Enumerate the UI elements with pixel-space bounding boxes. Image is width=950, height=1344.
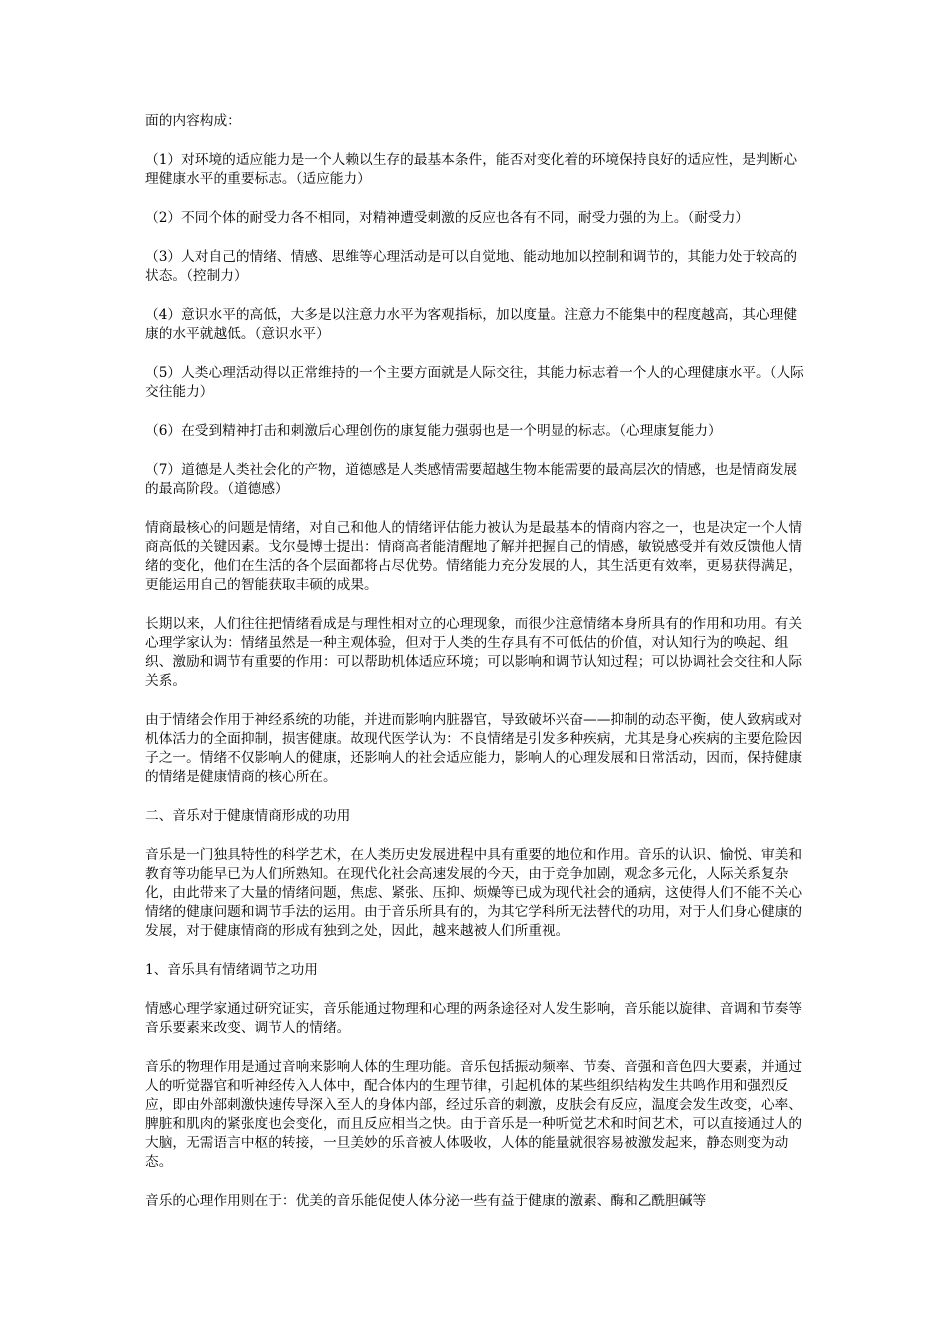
document-page xyxy=(145,112,805,1211)
paragraph-item-1: （1）对环境的适应能力是一个人赖以生存的最基本条件，能否对变化着的环境保持良好的适应性，是判断心理健康水平的重要标志。（适应能力） xyxy=(145,152,798,187)
paragraph-emotion-function: 长期以来，人们往往把情绪看成是与理性相对立的心理现象，而很少注意情绪本身所具有的作用和功用。有关心理学家认为：情绪虽然是一种主观体验，但对于人类的生存具有不可低估的价值，对认知行为的唤起、组织、激励和调节有重要的作用：可以帮助机体适应环境；可以影响和调节认知过程；可以协调社会交往和人际关系。 xyxy=(145,616,803,689)
paragraph-music-physical: 音乐的物理作用是通过音响来影响人体的生理功能。音乐包括振动频率、节奏、音强和音色四大要素，并通过人的听觉器官和听神经传入人体中，配合体内的生理节律，引起机体的某些组织结构发生共鸣作用和强烈反应，即由外部刺激快速传导深入至人的身体内部，经过乐音的刺激，皮肤会有反应，温度会发生改变，心率、脾脏和肌肉的紧张度也会变化，而且反应相当之快。由于音乐是一种听觉艺术和时间艺术，可以直接通过人的大脑，无需语言中枢的转接，一旦美妙的乐音被人体吸收，人体的能量就很容易被激发起来，静态则变为动态。 xyxy=(145,1059,803,1170)
paragraph-item-7: （7）道德是人类社会化的产物，道德感是人类感情需要超越生物本能需要的最高层次的情感，也是情商发展的最高阶段。（道德感） xyxy=(145,462,798,497)
paragraph-music-psychological: 音乐的心理作用则在于：优美的音乐能促使人体分泌一些有益于健康的激素、酶和乙酰胆碱等 xyxy=(145,1193,707,1209)
paragraph-music-intro: 音乐是一门独具特性的科学艺术，在人类历史发展进程中具有重要的地位和作用。音乐的认识、愉悦、审美和教育等功能早已为人们所熟知。在现代化社会高速发展的今天，由于竞争加剧，观念多元化，人际关系复杂化，由此带来了大量的情绪问题，焦虑、紧张、压抑、烦燥等已成为现代社会的通病，这使得人们不能不关心情绪的健康问题和调节手法的运用。由于音乐所具有的，为其它学科所无法替代的功用，对于人们身心健康的发展，对于健康情商的形成有独到之处，因此，越来越被人们所重视。 xyxy=(145,847,803,939)
paragraph-item-3: （3）人对自己的情绪、情感、思维等心理活动是可以自觉地、能动地加以控制和调节的，其能力处于较高的状态。（控制力） xyxy=(145,249,798,284)
paragraph-emotion-core: 情商最核心的问题是情绪，对自己和他人的情绪评估能力被认为是最基本的情商内容之一，也是决定一个人情商高低的关键因素。戈尔曼博士提出：情商高者能清醒地了解并把握自己的情感，敏锐感受并有效反馈他人情绪的变化，他们在生活的各个层面都将占尽优势。情绪能力充分发展的人，其生活更有效率，更易获得满足，更能运用自己的智能获取丰硕的成果。 xyxy=(145,520,803,593)
subsection-heading-emotion-regulation: 1、音乐具有情绪调节之功用 xyxy=(145,962,318,978)
paragraph-emotion-health: 由于情绪会作用于神经系统的功能，并进而影响内脏器官，导致破坏兴奋——抑制的动态平衡，使人致病或对机体活力的全面抑制，损害健康。故现代医学认为：不良情绪是引发多种疾病，尤其是身心疾病的主要危险因子之一。情绪不仅影响人的健康，还影响人的社会适应能力，影响人的心理发展和日常活动，因而，保持健康的情绪是健康情商的核心所在。 xyxy=(145,712,803,785)
paragraph-music-pathways: 情感心理学家通过研究证实，音乐能通过物理和心理的两条途径对人发生影响，音乐能以旋律、音调和节奏等音乐要素来改变、调节人的情绪。 xyxy=(145,1001,803,1036)
paragraph-item-5: （5）人类心理活动得以正常维持的一个主要方面就是人际交往，其能力标志着一个人的心理健康水平。（人际交往能力） xyxy=(145,365,804,400)
paragraph-item-4: （4）意识水平的高低，大多是以注意力水平为客观指标，加以度量。注意力不能集中的程度越高，其心理健康的水平就越低。（意识水平） xyxy=(145,307,798,342)
paragraph-item-6: （6）在受到精神打击和刺激后心理创伤的康复能力强弱也是一个明显的标志。（心理康复能力） xyxy=(145,423,722,439)
paragraph-item-2: （2）不同个体的耐受力各不相同，对精神遭受刺激的反应也各有不同，耐受力强的为上。（耐受力） xyxy=(145,210,750,226)
section-heading-music: 二、音乐对于健康情商形成的功用 xyxy=(145,808,351,824)
paragraph-intro: 面的内容构成： xyxy=(145,113,241,129)
